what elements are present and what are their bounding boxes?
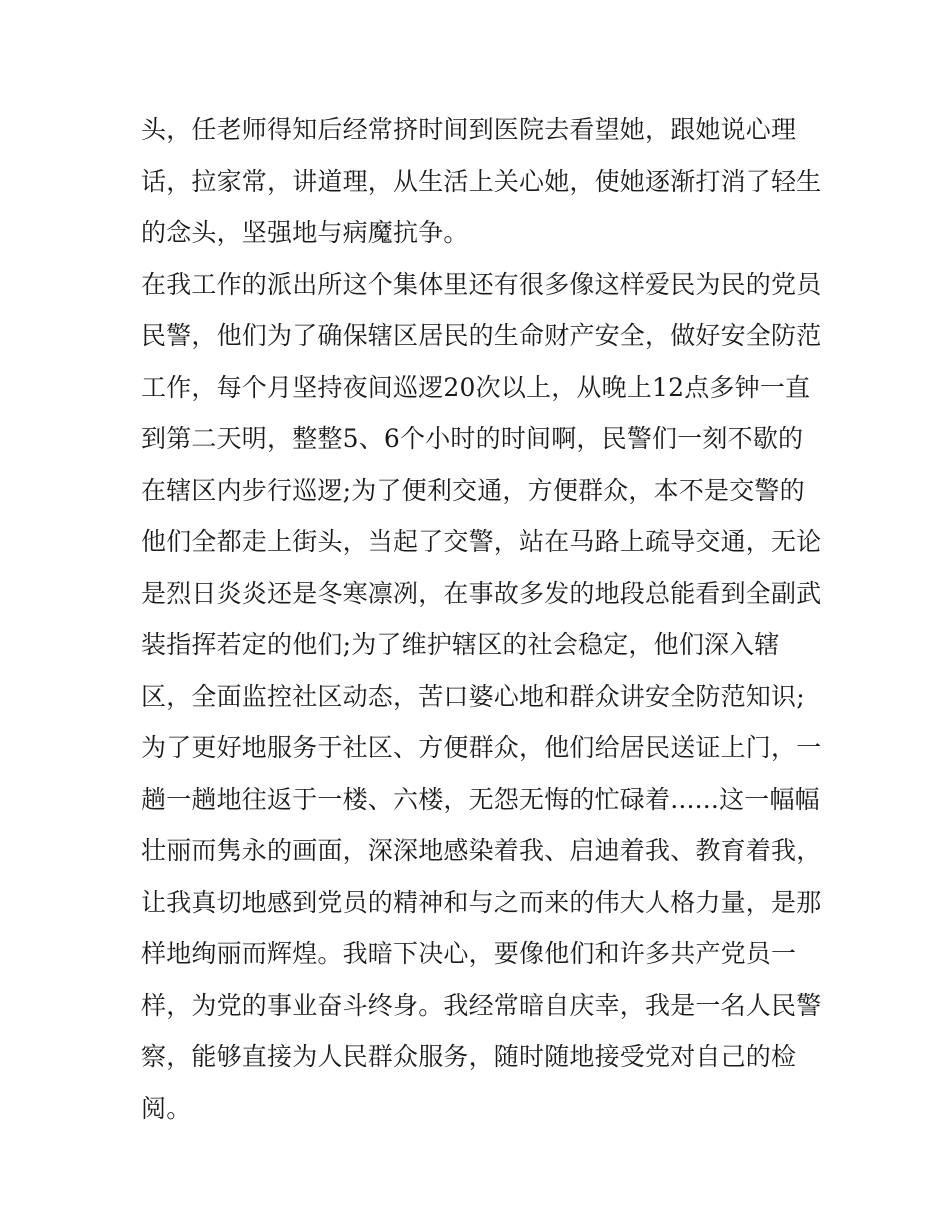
- text-line: 为了更好地服务于社区、方便群众，他们给居民送证上门，一: [141, 733, 822, 762]
- text-line: 民警，他们为了确保辖区居民的生命财产安全，做好安全防范: [141, 321, 822, 350]
- text-line: 趟一趟地往返于一楼、六楼，无怨无悔的忙碌着......这一幅幅: [141, 784, 820, 814]
- text-line: 壮丽而隽永的画面，深深地感染着我、启迪着我、教育着我，: [141, 836, 822, 865]
- text-line: 工作，每个月坚持夜间巡逻20次以上，从晚上12点多钟一直: [141, 372, 811, 402]
- text-line: 的念头，坚强地与病魔抗争。: [141, 218, 469, 247]
- text-line: 样，为党的事业奋斗终身。我经常暗自庆幸，我是一名人民警: [141, 990, 822, 1020]
- text-line: 在我工作的派出所这个集体里还有很多像这样爱民为民的党员: [141, 269, 822, 299]
- body-text: [141, 110, 821, 1140]
- text-line: 话，拉家常，讲道理，从生活上关心她，使她逐渐打消了轻生: [141, 166, 822, 196]
- text-line: 区，全面监控社区动态，苦口婆心地和群众讲安全防范知识;: [141, 681, 805, 711]
- text-line: 装指挥若定的他们;为了维护辖区的社会稳定，他们深入辖: [141, 630, 780, 659]
- text-line: 阅。: [141, 1093, 192, 1123]
- text-line: 让我真切地感到党员的精神和与之而来的伟大人格力量，是那: [141, 887, 822, 917]
- text-line: 样地绚丽而辉煌。我暗下决心，要像他们和许多共产党员一: [141, 939, 797, 968]
- text-line: 他们全都走上街头，当起了交警，站在马路上疏导交通，无论: [141, 527, 822, 556]
- text-line: 在辖区内步行巡逻;为了便利交通，方便群众，本不是交警的: [141, 475, 805, 505]
- text-line: 头，任老师得知后经常挤时间到医院去看望她，跟她说心理: [141, 115, 797, 144]
- text-line: 到第二天明，整整5、6个小时的时间啊，民警们一刻不歇的: [141, 424, 804, 453]
- text-line: 察，能够直接为人民群众服务，随时随地接受党对自己的检: [141, 1042, 797, 1071]
- text-line: 是烈日炎炎还是冬寒凛冽，在事故多发的地段总能看到全副武: [141, 578, 822, 608]
